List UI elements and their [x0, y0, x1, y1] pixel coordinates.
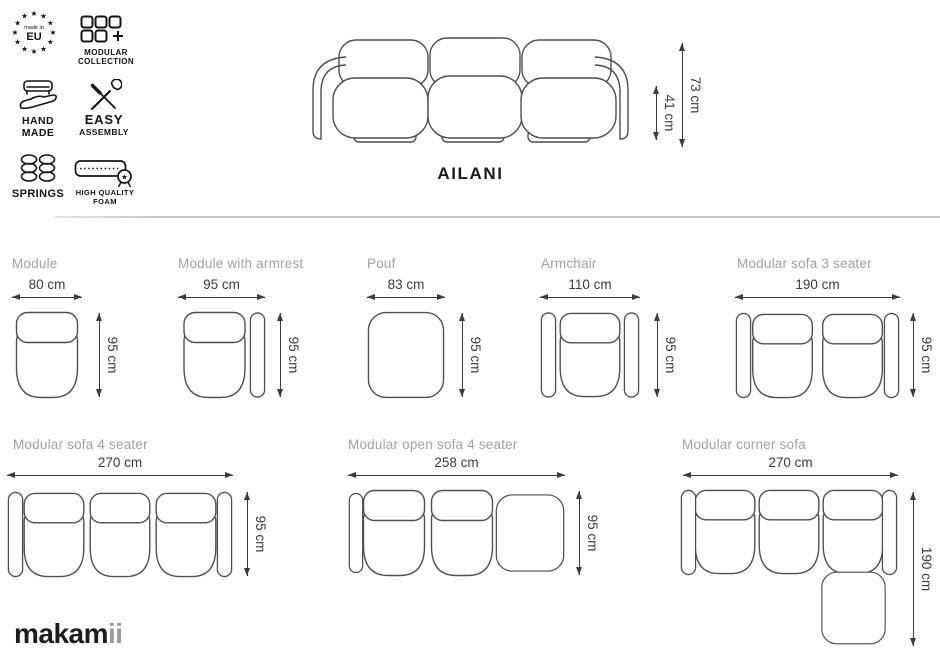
dimension-arrow — [247, 492, 248, 576]
modular-collection-badge — [80, 15, 130, 47]
dimension-arrow — [913, 313, 914, 397]
dimension-value: 95 cm — [468, 336, 483, 374]
dimension-value: 190 cm — [795, 277, 840, 292]
hero-seat-height-dimension — [656, 86, 680, 140]
dimension-value: 95 cm — [663, 336, 678, 374]
dimension-arrow — [280, 313, 281, 397]
width-dimension-corner-sofa — [683, 455, 898, 479]
dimension-value: 95 cm — [585, 514, 600, 552]
svg-text:★: ★ — [14, 18, 21, 28]
module-with-armrest-top-view-drawing — [178, 311, 266, 399]
pouf-top-view-drawing — [367, 311, 445, 399]
svg-text:★: ★ — [21, 11, 28, 21]
easy-assembly-label-2: ASSEMBLY — [79, 127, 129, 137]
modular-collection-label-2: COLLECTION — [78, 56, 134, 66]
dimension-arrow — [657, 313, 658, 397]
hand-made-label-2: MADE — [21, 126, 55, 139]
foam-label-1: HIGH QUALITY — [75, 188, 135, 197]
width-dimension-pouf — [367, 277, 445, 301]
width-dimension-sofa-3-seater — [735, 277, 900, 301]
dimension-arrow — [178, 297, 265, 298]
dimension-arrow — [913, 492, 914, 646]
product-label-module-with-armrest: Module with armrest — [178, 256, 304, 271]
corner-sofa-top-view-drawing — [680, 489, 898, 647]
dimension-arrow — [682, 43, 683, 147]
sofa-4-seater-top-view-drawing — [7, 489, 233, 580]
dimension-arrow — [579, 491, 580, 575]
dimension-value: 270 cm — [768, 455, 813, 470]
easy-assembly-icon — [86, 79, 122, 115]
module-top-view-drawing — [12, 311, 82, 399]
modular-collection-icon — [80, 15, 130, 47]
svg-text:★: ★ — [47, 18, 54, 28]
armchair-top-view-drawing — [540, 310, 640, 400]
dimension-arrow — [735, 297, 900, 298]
height-dimension-sofa-3-seater — [913, 313, 937, 397]
dimension-value: 110 cm — [568, 277, 612, 292]
dimension-value: 41 cm — [662, 94, 677, 132]
dimension-value: 258 cm — [434, 455, 479, 470]
height-dimension-corner-sofa — [913, 492, 937, 646]
dimension-value: 83 cm — [387, 277, 425, 292]
height-dimension-open-sofa-4-seater — [579, 491, 603, 575]
made-in-label: made in — [24, 25, 44, 31]
svg-text:★: ★ — [47, 37, 54, 47]
hand-made-badge — [16, 79, 60, 117]
svg-text:★: ★ — [121, 172, 128, 182]
dimension-value: 95 cm — [919, 336, 934, 374]
foam-badge — [74, 157, 136, 188]
hero-sofa-drawing — [308, 36, 633, 148]
foam-label-2: FOAM — [93, 197, 117, 207]
brand-logo — [14, 618, 123, 650]
height-dimension-module — [99, 313, 123, 397]
width-dimension-module-with-armrest — [178, 277, 265, 301]
sofa-3-seater-top-view-drawing — [735, 310, 900, 401]
dimension-value: 95 cm — [105, 336, 120, 374]
hero-total-height-dimension — [682, 43, 706, 147]
width-dimension-module — [12, 277, 82, 301]
dimension-arrow — [348, 475, 565, 476]
foam-icon — [74, 157, 136, 188]
svg-text:★: ★ — [49, 28, 57, 37]
dimension-value: 80 cm — [28, 277, 66, 292]
springs-badge — [19, 153, 57, 186]
brand-logo-accent: ii — [108, 618, 123, 649]
page-title: AILANI — [437, 164, 504, 183]
height-dimension-sofa-4-seater — [247, 492, 271, 576]
dimension-arrow — [656, 86, 657, 140]
dimension-arrow — [12, 297, 82, 298]
easy-assembly-badge — [86, 79, 122, 115]
modular-collection-label-1: MODULAR — [84, 48, 128, 57]
dimension-value: 95 cm — [286, 336, 301, 374]
svg-text:★: ★ — [11, 28, 19, 37]
width-dimension-sofa-4-seater — [7, 455, 233, 479]
open-sofa-4-seater-top-view-drawing — [348, 489, 565, 577]
made-in-eu-badge — [10, 8, 58, 56]
dimension-value: 270 cm — [97, 455, 143, 470]
dimension-arrow — [683, 475, 898, 476]
dimension-value: 95 cm — [253, 515, 268, 553]
dimension-value: 190 cm — [919, 546, 934, 592]
made-in-eu-icon — [10, 8, 58, 56]
svg-text:★: ★ — [30, 47, 38, 56]
dimension-arrow — [99, 313, 100, 397]
product-label-sofa-3-seater: Modular sofa 3 seater — [737, 256, 872, 271]
easy-assembly-label-1: EASY — [84, 112, 124, 127]
hand-made-icon — [16, 79, 60, 117]
eu-label: EU — [26, 31, 42, 43]
svg-text:★: ★ — [40, 11, 47, 21]
product-label-armchair: Armchair — [541, 256, 597, 271]
hand-made-label-1: HAND — [22, 115, 54, 127]
dimension-arrow — [462, 313, 463, 397]
product-label-open-sofa-4-seater: Modular open sofa 4 seater — [348, 437, 518, 452]
height-dimension-pouf — [462, 313, 486, 397]
springs-label: SPRINGS — [11, 188, 65, 200]
width-dimension-open-sofa-4-seater — [348, 455, 565, 479]
product-label-module: Module — [12, 256, 58, 271]
svg-text:★: ★ — [40, 44, 47, 54]
dimension-value: 95 cm — [203, 277, 240, 292]
brand-logo-main: makam — [14, 618, 109, 649]
springs-icon — [19, 153, 57, 186]
svg-text:★: ★ — [30, 9, 38, 18]
svg-text:★: ★ — [14, 37, 21, 47]
dimension-arrow — [7, 475, 233, 476]
dimension-value: 73 cm — [688, 76, 703, 114]
width-dimension-armchair — [540, 277, 640, 301]
product-label-sofa-4-seater: Modular sofa 4 seater — [13, 437, 148, 452]
product-label-pouf: Pouf — [367, 256, 396, 271]
dimension-arrow — [367, 297, 445, 298]
product-label-corner-sofa: Modular corner sofa — [682, 437, 806, 452]
section-divider — [55, 216, 940, 218]
height-dimension-armchair — [657, 313, 681, 397]
dimension-arrow — [540, 297, 640, 298]
svg-text:★: ★ — [21, 44, 28, 54]
height-dimension-module-with-armrest — [280, 313, 304, 397]
